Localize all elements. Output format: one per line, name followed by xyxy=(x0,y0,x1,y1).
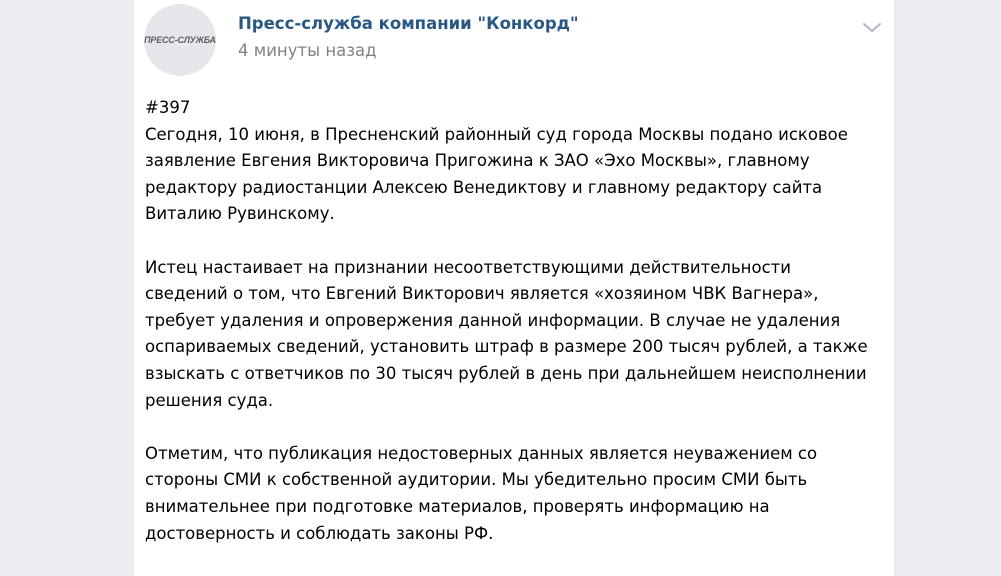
avatar-logo-text: ПРЕСС-СЛУЖБА xyxy=(144,35,216,45)
post-paragraph-2: Истец настаивает на признании несоответствующими действительности сведений о том, что Евгений Викторович является «хозяином ЧВК Вагнера», требует удаления и опровержения данной информации. В случае не удаления оспариваемых сведений, установить штраф в размере 200 тысяч рублей, а также взыскать с ответчиков по 30 тысяч рублей в день при дальнейшем неисполнении решения суда. xyxy=(145,257,868,410)
chevron-down-icon[interactable] xyxy=(860,18,884,38)
post-paragraph-3: Отметим, что публикация недостоверных данных является неуважением со стороны СМИ к собственной аудитории. Мы убедительно просим СМИ быть внимательнее при подготовке материалов, проверять информацию на достоверность и соблюдать законы РФ. xyxy=(145,443,818,543)
post-paragraph-1: #397 Сегодня, 10 июня, в Пресненский районный суд города Москвы подано исковое заявление Евгения Викторовича Пригожина к ЗАО «Эхо Москвы», главному редактору радиостанции Алексею Венедиктову и главному редактору сайта Виталию Рувинскому. xyxy=(145,98,848,224)
avatar[interactable] xyxy=(144,4,216,76)
post-card xyxy=(134,0,894,576)
post-time[interactable]: 4 минуты назад xyxy=(238,41,377,60)
post-text xyxy=(145,95,885,547)
post-author-link[interactable]: Пресс-служба компании "Конкорд" xyxy=(238,14,579,33)
